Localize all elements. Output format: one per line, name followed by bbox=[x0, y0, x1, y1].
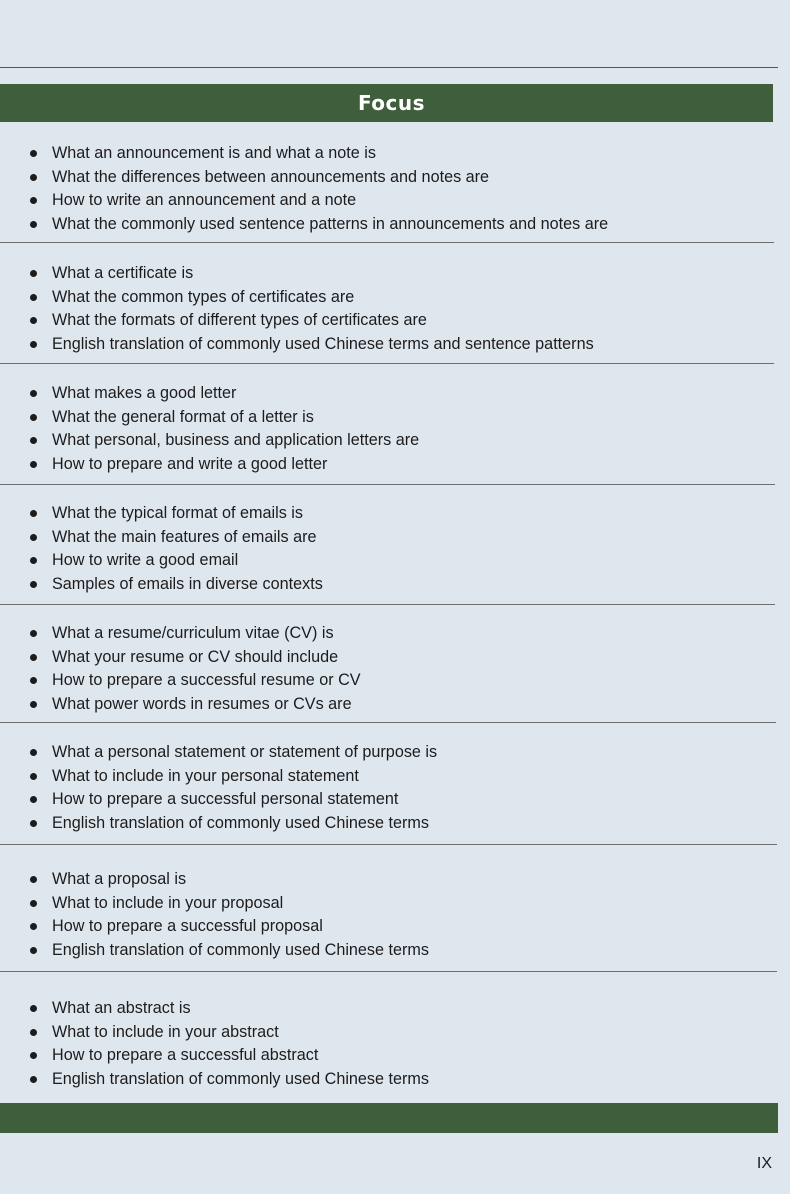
bullet-icon bbox=[30, 270, 37, 277]
bullet-icon bbox=[30, 796, 37, 803]
footer-bar bbox=[0, 1103, 778, 1133]
list-item: What to include in your abstract bbox=[0, 1022, 776, 1046]
bullet-icon bbox=[30, 414, 37, 421]
list-item: Samples of emails in diverse contexts bbox=[0, 574, 776, 598]
bullet-icon bbox=[30, 1076, 37, 1083]
section-divider bbox=[0, 971, 777, 972]
list-item: What power words in resumes or CVs are bbox=[0, 694, 776, 718]
list-item: How to prepare a successful resume or CV bbox=[0, 670, 776, 694]
bullet-icon bbox=[30, 437, 37, 444]
list-item: What to include in your proposal bbox=[0, 893, 776, 917]
list-item: What the general format of a letter is bbox=[0, 407, 776, 431]
focus-section-personal-statement bbox=[0, 742, 776, 836]
bullet-icon bbox=[30, 150, 37, 157]
bullet-icon bbox=[30, 876, 37, 883]
list-item: English translation of commonly used Chinese terms bbox=[0, 940, 776, 964]
list-item: How to write a good email bbox=[0, 550, 776, 574]
focus-section-announcements bbox=[0, 143, 776, 237]
bullet-icon bbox=[30, 390, 37, 397]
list-item: What an abstract is bbox=[0, 998, 776, 1022]
bullet-icon bbox=[30, 923, 37, 930]
bullet-icon bbox=[30, 1052, 37, 1059]
bullet-icon bbox=[30, 581, 37, 588]
bullet-icon bbox=[30, 820, 37, 827]
bullet-icon bbox=[30, 197, 37, 204]
section-divider bbox=[0, 844, 777, 845]
bullet-icon bbox=[30, 534, 37, 541]
list-item: How to prepare a successful proposal bbox=[0, 916, 776, 940]
list-item: What a personal statement or statement of purpose is bbox=[0, 742, 776, 766]
bullet-icon bbox=[30, 221, 37, 228]
section-divider bbox=[0, 604, 775, 605]
list-item: What to include in your personal statement bbox=[0, 766, 776, 790]
section-divider bbox=[0, 722, 776, 723]
page-title: Focus bbox=[357, 91, 426, 115]
list-item: What the typical format of emails is bbox=[0, 503, 776, 527]
bullet-icon bbox=[30, 677, 37, 684]
list-item: English translation of commonly used Chinese terms bbox=[0, 813, 776, 837]
top-rule bbox=[0, 67, 778, 68]
focus-section-resumes bbox=[0, 623, 776, 717]
list-item: What a certificate is bbox=[0, 263, 776, 287]
bullet-icon bbox=[30, 749, 37, 756]
focus-section-abstract bbox=[0, 998, 776, 1092]
bullet-icon bbox=[30, 294, 37, 301]
list-item: What the formats of different types of certificates are bbox=[0, 310, 776, 334]
focus-section-emails bbox=[0, 503, 776, 597]
list-item: What the differences between announcements and notes are bbox=[0, 167, 776, 191]
bullet-icon bbox=[30, 1029, 37, 1036]
list-item: What the commonly used sentence patterns in announcements and notes are bbox=[0, 214, 776, 238]
bullet-icon bbox=[30, 900, 37, 907]
list-item: What your resume or CV should include bbox=[0, 647, 776, 671]
focus-header-bar bbox=[0, 84, 773, 122]
bullet-icon bbox=[30, 947, 37, 954]
bullet-icon bbox=[30, 654, 37, 661]
list-item: What the common types of certificates are bbox=[0, 287, 776, 311]
list-item: What a resume/curriculum vitae (CV) is bbox=[0, 623, 776, 647]
section-divider bbox=[0, 242, 774, 243]
list-item: What makes a good letter bbox=[0, 383, 776, 407]
list-item: How to prepare a successful personal statement bbox=[0, 789, 776, 813]
list-item: How to write an announcement and a note bbox=[0, 190, 776, 214]
bullet-icon bbox=[30, 773, 37, 780]
list-item: How to prepare and write a good letter bbox=[0, 454, 776, 478]
bullet-icon bbox=[30, 1005, 37, 1012]
focus-section-proposal bbox=[0, 869, 776, 963]
section-divider bbox=[0, 484, 775, 485]
bullet-icon bbox=[30, 341, 37, 348]
focus-section-letters bbox=[0, 383, 776, 477]
bullet-icon bbox=[30, 461, 37, 468]
bullet-icon bbox=[30, 557, 37, 564]
bullet-icon bbox=[30, 317, 37, 324]
list-item: What the main features of emails are bbox=[0, 527, 776, 551]
list-item: What personal, business and application letters are bbox=[0, 430, 776, 454]
list-item: English translation of commonly used Chinese terms bbox=[0, 1069, 776, 1093]
bullet-icon bbox=[30, 510, 37, 517]
bullet-icon bbox=[30, 701, 37, 708]
section-divider bbox=[0, 363, 774, 364]
list-item: What an announcement is and what a note is bbox=[0, 143, 776, 167]
list-item: English translation of commonly used Chinese terms and sentence patterns bbox=[0, 334, 776, 358]
focus-section-certificates bbox=[0, 263, 776, 357]
bullet-icon bbox=[30, 630, 37, 637]
list-item: What a proposal is bbox=[0, 869, 776, 893]
list-item: How to prepare a successful abstract bbox=[0, 1045, 776, 1069]
page-number: IX bbox=[756, 1155, 772, 1172]
bullet-icon bbox=[30, 174, 37, 181]
